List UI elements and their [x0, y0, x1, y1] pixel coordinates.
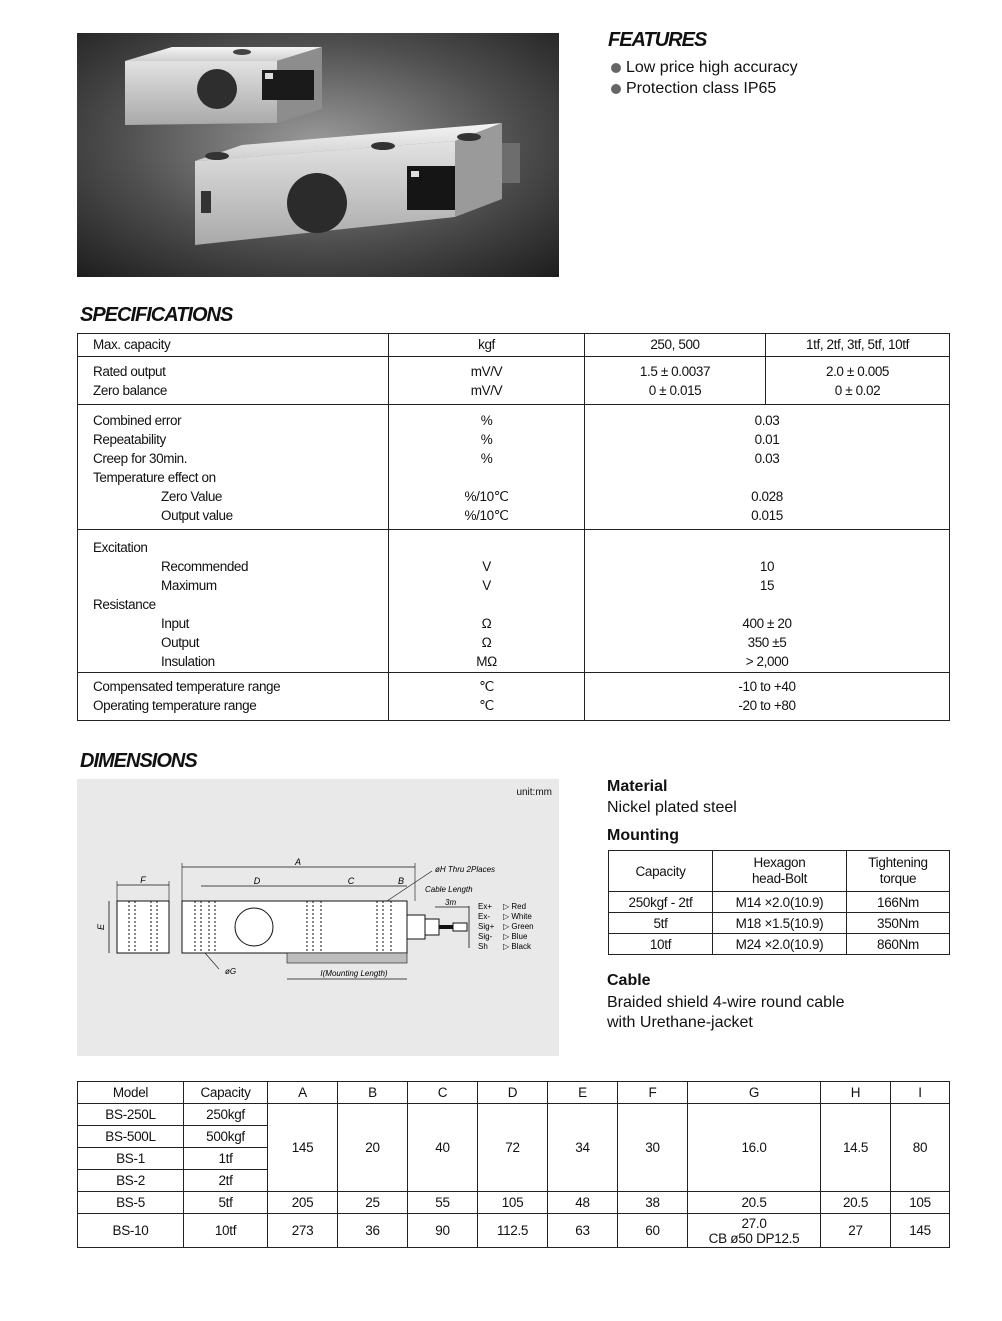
spec-value: -10 to +40 [738, 679, 796, 694]
dimension-cell: 72 [478, 1104, 548, 1192]
spec-label: Maximum [161, 578, 217, 593]
mounting-cell: M24 ×2.0(10.9) [713, 934, 847, 955]
mounting-cell: 860Nm [847, 934, 950, 955]
spec-header-label: Max. capacity [93, 337, 171, 352]
spec-unit: V [482, 578, 491, 593]
spec-value [585, 595, 949, 614]
model-header-cell: D [478, 1082, 548, 1104]
spec-value: 0.03 [754, 413, 780, 428]
dimension-value: 27.0 [741, 1215, 767, 1231]
spec-unit: % [480, 451, 493, 466]
spec-label: Resistance [93, 597, 156, 612]
dimension-value: 63 [575, 1223, 590, 1238]
spec-label: Zero balance [93, 383, 167, 398]
spec-header-col-b: 1tf, 2tf, 3tf, 5tf, 10tf [806, 337, 909, 352]
g-label: øG [225, 967, 237, 976]
mounting-table [608, 850, 950, 955]
wire-signal: Ex+ [478, 902, 493, 911]
spec-unit: ℃ [479, 679, 494, 694]
bullet-icon [611, 63, 621, 73]
mounting-header-bolt: Hexagon head-Bolt [713, 851, 847, 892]
model-header-row [78, 1082, 950, 1104]
model-header-cell: B [338, 1082, 408, 1104]
cable-length-label: Cable Length [425, 885, 473, 894]
features-heading: FEATURES [608, 29, 707, 51]
dimension-cell: 34 [548, 1104, 618, 1192]
dimension-cell: 105 [478, 1192, 548, 1214]
specifications-heading: SPECIFICATIONS [80, 304, 233, 326]
dimension-cell: 145 [268, 1104, 338, 1192]
capacity-cell: 250kgf [184, 1104, 268, 1126]
dimension-cell: 205 [268, 1192, 338, 1214]
mounting-cell: M18 ×1.5(10.9) [713, 913, 847, 934]
dimension-cell: 105 [891, 1192, 950, 1214]
spec-label: Compensated temperature range [93, 679, 281, 694]
dimension-cell [78, 1214, 184, 1248]
wire-signal: Sh [478, 942, 488, 951]
spec-unit: % [480, 413, 493, 428]
mounting-cell: 166Nm [847, 892, 950, 913]
mounting-cell: 5tf [609, 913, 713, 934]
dim-f-label: F [140, 875, 146, 885]
material-text: Nickel plated steel [607, 799, 737, 816]
spec-group-accuracy [78, 405, 950, 530]
dimension-cell: 5tf [184, 1192, 268, 1214]
spec-unit: Ω [481, 616, 492, 631]
dim-e-label: E [96, 923, 106, 931]
dimension-value: 90 [435, 1223, 450, 1238]
wire-color: ▷ Blue [503, 932, 528, 941]
dimension-value: 10tf [214, 1223, 237, 1238]
hole-label: øH Thru 2Places [435, 865, 496, 874]
spec-unit: %/10℃ [464, 508, 509, 523]
dimension-note: CB ø50 DP12.5 [708, 1230, 800, 1246]
spec-label: Temperature effect on [93, 470, 216, 485]
model-header-cell: H [821, 1082, 891, 1104]
spec-value: 0 ± 0.02 [834, 383, 881, 398]
dimension-cell [184, 1214, 268, 1248]
mounting-cell: 250kgf - 2tf [609, 892, 713, 913]
mounting-header-capacity: Capacity [609, 851, 713, 892]
mounting-length-label: I(Mounting Length) [320, 969, 388, 978]
dimension-cell [338, 1214, 408, 1248]
dimension-cell: 25 [338, 1192, 408, 1214]
wire-color: ▷ Green [503, 922, 534, 931]
dimension-cell: 38 [618, 1192, 688, 1214]
cable-heading: Cable [607, 972, 651, 989]
model-row [78, 1192, 950, 1214]
spec-group-output [78, 357, 950, 405]
model-header-cell: A [268, 1082, 338, 1104]
dimension-value: 27 [848, 1223, 863, 1238]
wire-signal: Sig+ [478, 922, 495, 931]
spec-unit [389, 468, 584, 487]
model-cell: BS-250L [78, 1104, 184, 1126]
specifications-table [77, 333, 950, 721]
mounting-cell: M14 ×2.0(10.9) [713, 892, 847, 913]
bullet-icon [611, 84, 621, 94]
dimension-cell: 80 [891, 1104, 950, 1192]
spec-label: Operating temperature range [93, 698, 257, 713]
wire-signal: Sig- [478, 932, 493, 941]
dim-a-label: A [294, 857, 302, 867]
spec-value: 0 ± 0.015 [648, 383, 702, 398]
dimensions-heading: DIMENSIONS [80, 750, 197, 772]
mounting-header-row [609, 851, 950, 892]
dimension-cell: 20 [338, 1104, 408, 1192]
dim-b-label: B [397, 876, 405, 886]
dimension-value: 60 [645, 1223, 660, 1238]
dimension-cell: 48 [548, 1192, 618, 1214]
spec-value: 0.015 [751, 508, 783, 523]
spec-group-electrical [78, 530, 950, 673]
model-dimension-table [77, 1081, 950, 1248]
spec-unit: ℃ [479, 698, 494, 713]
spec-value: 400 ± 20 [742, 616, 792, 631]
dim-c-label: C [347, 876, 355, 886]
material-heading: Material [607, 778, 668, 795]
spec-value: 2.0 ± 0.005 [825, 364, 890, 379]
dimension-cell: 14.5 [821, 1104, 891, 1192]
spec-value: -20 to +80 [738, 698, 796, 713]
mounting-header-torque: Tightening torque [847, 851, 950, 892]
model-cell: BS-1 [78, 1148, 184, 1170]
spec-header-unit: kgf [478, 337, 495, 352]
mounting-row [609, 913, 950, 934]
spec-unit: V [482, 559, 491, 574]
model-header-cell: E [548, 1082, 618, 1104]
capacity-cell: 500kgf [184, 1126, 268, 1148]
model-cell: BS-500L [78, 1126, 184, 1148]
cable-length-value: 3m [445, 898, 457, 907]
spec-value: 1.5 ± 0.0037 [639, 364, 711, 379]
spec-group-temperature [78, 673, 950, 721]
spec-label: Recommended [161, 559, 249, 574]
model-header-cell: Capacity [184, 1082, 268, 1104]
spec-unit [389, 538, 584, 557]
dimension-value: 145 [909, 1223, 931, 1238]
dim-d-label: D [253, 876, 261, 886]
spec-value: > 2,000 [745, 654, 789, 669]
dimension-cell: 55 [408, 1192, 478, 1214]
dimension-cell [408, 1214, 478, 1248]
model-row [78, 1104, 950, 1126]
wire-color: ▷ Red [503, 902, 527, 911]
dimension-cell: 40 [408, 1104, 478, 1192]
spec-unit: MΩ [476, 654, 497, 669]
wire-signal: Ex- [478, 912, 490, 921]
spec-header-row [78, 334, 950, 357]
model-header-cell: C [408, 1082, 478, 1104]
dimension-cell: 20.5 [821, 1192, 891, 1214]
cable-text: Braided shield 4-wire round cable with Urethane-jacket [607, 994, 845, 1031]
spec-value [585, 468, 949, 487]
mounting-heading: Mounting [607, 827, 679, 844]
mounting-cell: 10tf [609, 934, 713, 955]
model-header-cell: I [891, 1082, 950, 1104]
dimension-cell [821, 1214, 891, 1248]
dimension-cell: 20.5 [688, 1192, 821, 1214]
model-header-cell: G [688, 1082, 821, 1104]
dimension-value: 112.5 [496, 1223, 529, 1238]
spec-label: Excitation [93, 540, 148, 555]
spec-label: Zero Value [161, 489, 223, 504]
spec-value: 350 ±5 [747, 635, 787, 650]
dimension-cell [478, 1214, 548, 1248]
spec-header-col-a: 250, 500 [650, 337, 700, 352]
mounting-row [609, 934, 950, 955]
dimension-cell [548, 1214, 618, 1248]
capacity-cell: 1tf [184, 1148, 268, 1170]
spec-unit: Ω [481, 635, 492, 650]
wire-color: ▷ Black [503, 942, 531, 951]
unit-label: unit:mm [516, 787, 552, 798]
model-cell: BS-2 [78, 1170, 184, 1192]
model-row [78, 1214, 950, 1248]
features-list [611, 57, 798, 99]
spec-label: Creep for 30min. [93, 451, 188, 466]
dimension-cell: 16.0 [688, 1104, 821, 1192]
mounting-row [609, 892, 950, 913]
spec-label: Repeatability [93, 432, 166, 447]
mounting-cell: 350Nm [847, 913, 950, 934]
capacity-cell: 2tf [184, 1170, 268, 1192]
dimension-value: 273 [291, 1223, 314, 1238]
dimension-drawing [77, 779, 559, 1056]
spec-value: 0.028 [751, 489, 783, 504]
spec-value: 10 [759, 559, 775, 574]
feature-item: Protection class IP65 [611, 78, 798, 99]
model-header-cell: F [618, 1082, 688, 1104]
feature-item: Low price high accuracy [611, 57, 798, 78]
spec-label: Combined error [93, 413, 182, 428]
spec-label: Input [161, 616, 190, 631]
dimension-cell [688, 1214, 821, 1248]
spec-label: Output [161, 635, 200, 650]
dimension-cell [618, 1214, 688, 1248]
dimension-value: 36 [365, 1223, 380, 1238]
product-photo [77, 33, 559, 277]
spec-label: Output value [161, 508, 233, 523]
spec-unit: mV/V [470, 383, 503, 398]
spec-value [585, 538, 949, 557]
dimension-cell: BS-5 [78, 1192, 184, 1214]
spec-unit: %/10℃ [464, 489, 509, 504]
dimension-cell [268, 1214, 338, 1248]
dimension-cell [891, 1214, 950, 1248]
spec-value: 0.01 [754, 432, 780, 447]
spec-value: 15 [759, 578, 775, 593]
spec-value: 0.03 [754, 451, 780, 466]
spec-label: Insulation [161, 654, 215, 669]
wire-color: ▷ White [503, 912, 532, 921]
dimension-value: BS-10 [112, 1223, 149, 1238]
dimension-cell: 30 [618, 1104, 688, 1192]
spec-unit [389, 595, 584, 614]
spec-unit: mV/V [470, 364, 503, 379]
model-header-cell: Model [78, 1082, 184, 1104]
spec-label: Rated output [93, 364, 166, 379]
spec-unit: % [480, 432, 493, 447]
